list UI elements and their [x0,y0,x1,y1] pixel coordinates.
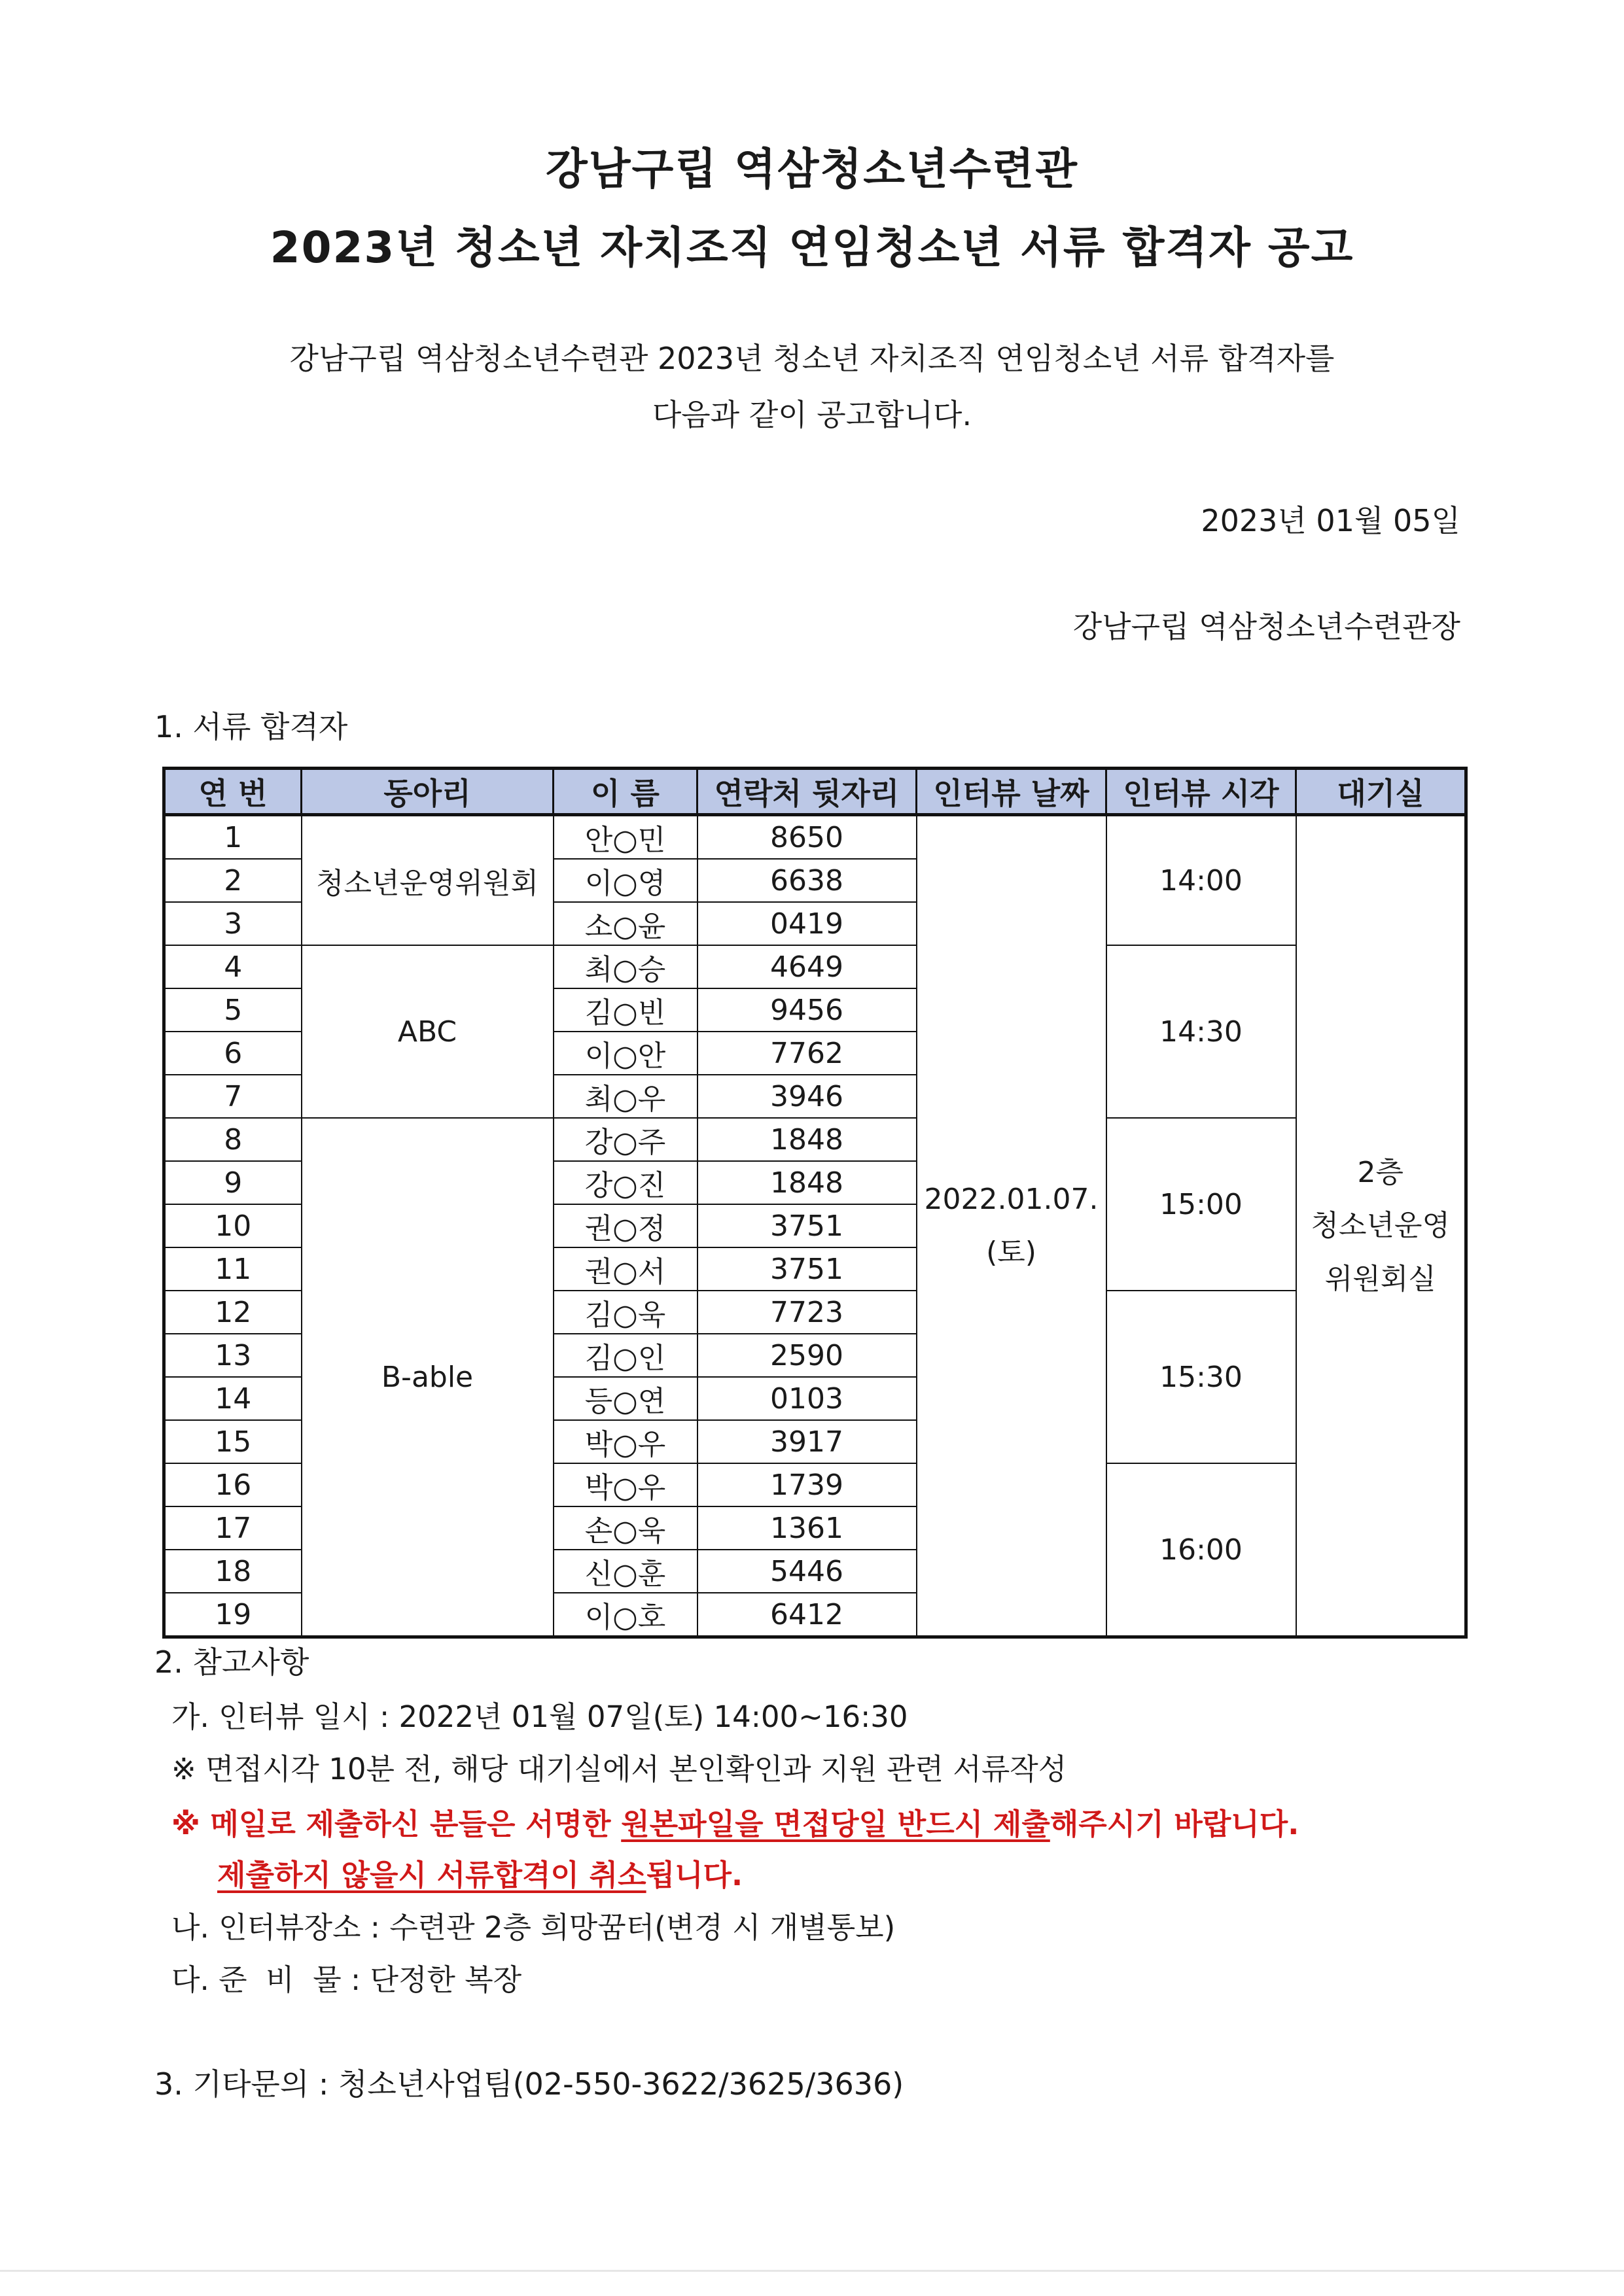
cancellation-text-b: 됩니다. [646,1858,743,1892]
time-cell: 14:30 [1106,945,1296,1118]
row-no: 7 [164,1075,302,1118]
header-name: 이 름 [554,769,697,815]
row-no: 11 [164,1247,302,1291]
room-name-2: 위원회실 [1324,1262,1436,1296]
row-phone: 8650 [697,815,917,860]
table-row [164,1118,1466,1161]
email-submission-warning [171,1800,1299,1843]
row-name: 소○윤 [554,902,697,945]
row-name: 이○호 [554,1593,697,1637]
section1-heading: 1. 서류 합격자 [154,709,348,744]
row-phone: 3917 [697,1420,917,1463]
warning-text-b: 원본파일을 면접당일 반드시 제출 [621,1807,1050,1841]
row-no: 10 [164,1204,302,1247]
row-phone: 7723 [697,1291,917,1334]
row-no: 16 [164,1463,302,1506]
table-row [164,945,1466,988]
section2-heading: 2. 참고사항 [154,1644,309,1680]
row-no: 12 [164,1291,302,1334]
row-name: 권○정 [554,1204,697,1247]
row-name: 강○진 [554,1161,697,1204]
row-phone: 3751 [697,1247,917,1291]
header-interview-date: 인터뷰 날짜 [917,769,1106,815]
row-phone: 2590 [697,1334,917,1377]
row-phone: 3946 [697,1075,917,1118]
time-cell: 15:00 [1106,1118,1296,1291]
club-cell: 청소년운영위원회 [302,815,554,946]
header-club: 동아리 [302,769,554,815]
interview-date: 2022.01.07. [924,1182,1099,1216]
cancellation-warning [217,1851,743,1894]
table-header-row [164,769,1466,815]
row-name: 권○서 [554,1247,697,1291]
row-name: 박○우 [554,1463,697,1506]
waiting-room-cell [1296,815,1466,1637]
row-phone: 6412 [697,1593,917,1637]
interview-datetime: 가. 인터뷰 일시 : 2022년 01월 07일(토) 14:00~16:30 [171,1699,908,1734]
header-interview-time: 인터뷰 시각 [1106,769,1296,815]
row-no: 15 [164,1420,302,1463]
applicants-table [162,767,1468,1639]
row-phone: 7762 [697,1032,917,1075]
row-no: 1 [164,815,302,860]
warning-text-a: ※ 메일로 제출하신 분들은 서명한 [171,1807,622,1841]
room-name-1: 청소년운영 [1311,1209,1451,1243]
table-row [164,815,1466,860]
time-cell: 16:00 [1106,1463,1296,1637]
row-name: 최○승 [554,945,697,988]
row-name: 이○영 [554,859,697,902]
header-no: 연 번 [164,769,302,815]
intro-line2: 다음과 같이 공고합니다. [652,397,972,432]
notice-date: 2023년 01월 05일 [1201,503,1460,538]
club-cell: ABC [302,945,554,1118]
time-cell: 15:30 [1106,1291,1296,1463]
row-phone: 0103 [697,1377,917,1420]
room-floor: 2층 [1357,1155,1403,1189]
issuer-name: 강남구립 역삼청소년수련관장 [1072,609,1460,644]
row-name: 김○빈 [554,988,697,1032]
club-cell: B-able [302,1118,554,1637]
interview-date-cell [917,815,1106,1637]
row-phone: 1739 [697,1463,917,1506]
row-no: 17 [164,1506,302,1550]
row-name: 박○우 [554,1420,697,1463]
row-phone: 0419 [697,902,917,945]
interview-day: (토) [986,1236,1036,1269]
row-no: 9 [164,1161,302,1204]
contact-info: 3. 기타문의 : 청소년사업팀(02-550-3622/3625/3636) [154,2066,904,2102]
row-phone: 3751 [697,1204,917,1247]
interview-location: 나. 인터뷰장소 : 수련관 2층 희망꿈터(변경 시 개별통보) [171,1910,896,1945]
row-name: 김○욱 [554,1291,697,1334]
row-no: 6 [164,1032,302,1075]
row-name: 손○욱 [554,1506,697,1550]
row-name: 이○안 [554,1032,697,1075]
row-name: 최○우 [554,1075,697,1118]
row-no: 5 [164,988,302,1032]
header-waiting-room: 대기실 [1296,769,1466,815]
time-cell: 14:00 [1106,815,1296,946]
row-phone: 6638 [697,859,917,902]
row-phone: 1848 [697,1118,917,1161]
row-phone: 1848 [697,1161,917,1204]
row-no: 13 [164,1334,302,1377]
row-no: 2 [164,859,302,902]
interview-time-note: ※ 면접시각 10분 전, 해당 대기실에서 본인확인과 지원 관련 서류작성 [171,1752,1067,1786]
row-name: 김○인 [554,1334,697,1377]
row-no: 14 [164,1377,302,1420]
row-no: 19 [164,1593,302,1637]
row-name: 안○민 [554,815,697,860]
page-bottom-rule [0,2270,1624,2272]
intro-line1: 강남구립 역삼청소년수련관 2023년 청소년 자치조직 연임청소년 서류 합격자를 [289,341,1335,376]
row-phone: 4649 [697,945,917,988]
row-no: 3 [164,902,302,945]
warning-text-c: 해주시기 바랍니다. [1050,1807,1299,1841]
row-name: 등○연 [554,1377,697,1420]
row-no: 18 [164,1550,302,1593]
row-phone: 9456 [697,988,917,1032]
row-name: 강○주 [554,1118,697,1161]
dress-code: 다. 준 비 물 : 단정한 복장 [171,1962,522,1997]
header-phone: 연락처 뒷자리 [697,769,917,815]
cancellation-text-a: 제출하지 않을시 서류합격이 취소 [217,1858,646,1892]
notice-title-line1: 강남구립 역삼청소년수련관 [545,144,1079,194]
row-name: 신○훈 [554,1550,697,1593]
row-phone: 5446 [697,1550,917,1593]
row-no: 4 [164,945,302,988]
row-phone: 1361 [697,1506,917,1550]
row-no: 8 [164,1118,302,1161]
notice-title-line2: 2023년 청소년 자치조직 연임청소년 서류 합격자 공고 [270,222,1354,273]
